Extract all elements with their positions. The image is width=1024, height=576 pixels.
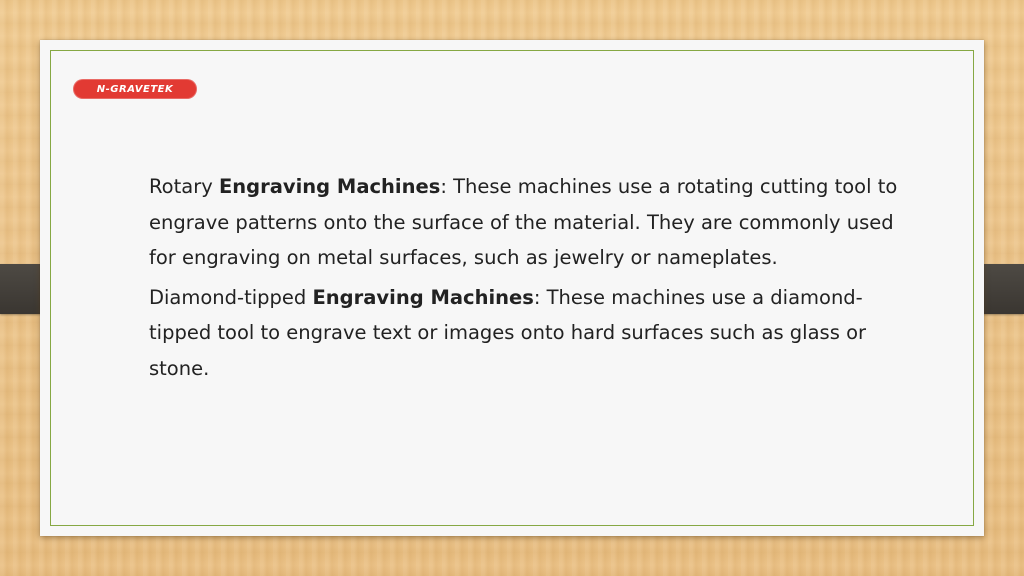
paragraph-body: : These machines use a diamond-tipped tool to engrave text or images onto hard surfaces such as glass or stone.	[149, 285, 867, 380]
paragraph-diamond	[149, 280, 909, 387]
slide-content	[149, 169, 909, 390]
paragraph-bold-term: Engraving Machines	[312, 285, 534, 309]
brand-logo	[73, 79, 197, 99]
paragraph-bold-term: Engraving Machines	[218, 175, 441, 198]
brand-logo-text: N-GRAVETEK	[96, 83, 174, 95]
paragraph-rotary	[149, 169, 909, 276]
paragraph-body: : These machines use a rotating cutting tool to engrave patterns onto the surface of the material. They are commonly used for engraving on metal surfaces, such as jewelry or nameplates.	[149, 175, 898, 269]
paragraph-lead: Diamond-tipped	[149, 285, 313, 309]
slide-border	[50, 50, 974, 526]
paragraph-lead: Rotary	[149, 175, 219, 198]
slide-card	[40, 40, 984, 536]
